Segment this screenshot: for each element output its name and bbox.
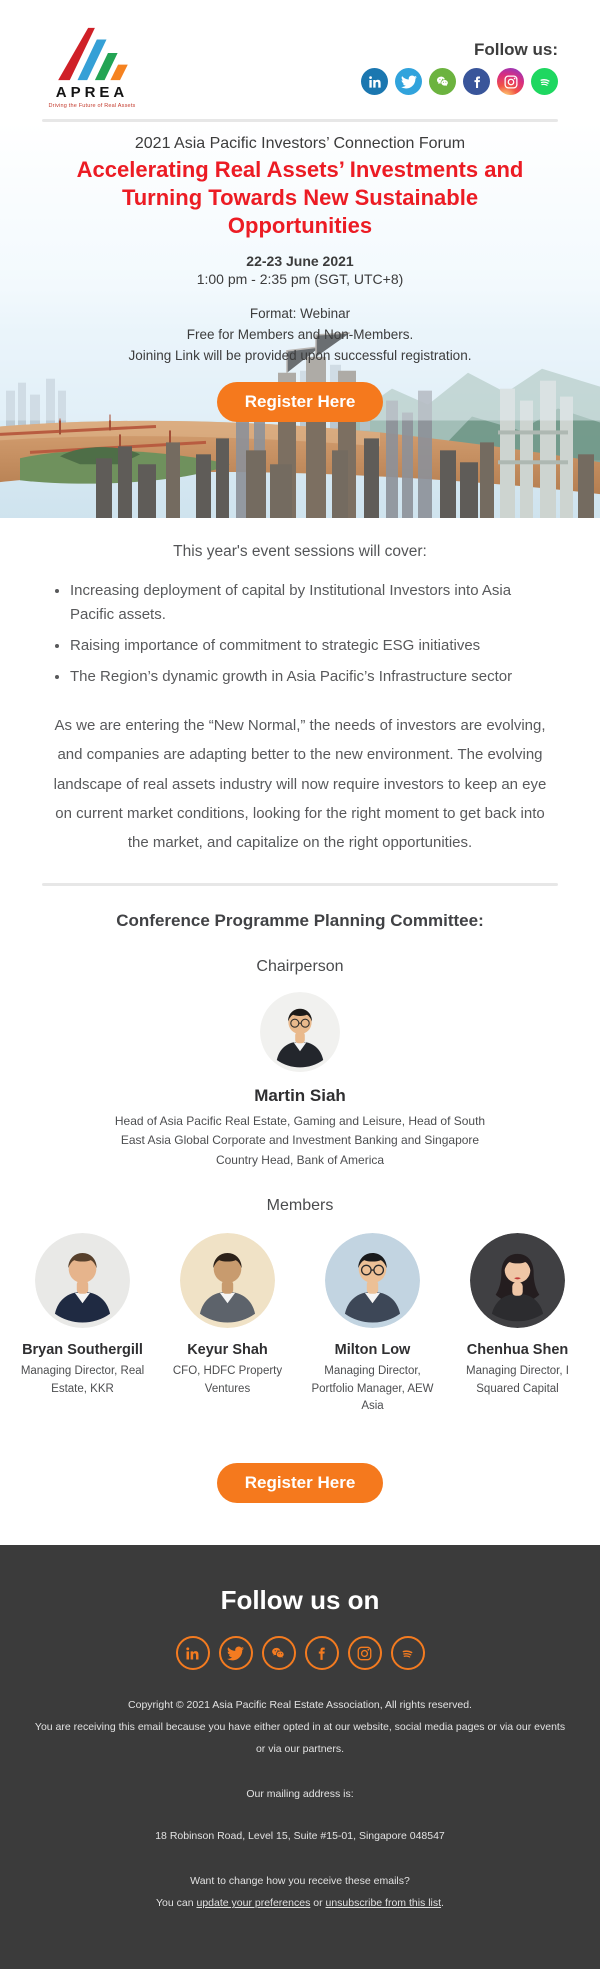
- footer-social-row: [30, 1636, 570, 1670]
- instagram-icon[interactable]: [497, 68, 524, 95]
- change-question: Want to change how you receive these emails?: [190, 1875, 410, 1888]
- member-card: [305, 1233, 440, 1416]
- header: [0, 0, 600, 119]
- twitter-icon[interactable]: [395, 68, 422, 95]
- committee-heading: Conference Programme Planning Committee:: [116, 911, 484, 931]
- session-bullet: • Increasing deployment of capital by Institutional Investors into Asia Pacific assets.: [70, 579, 548, 627]
- aprea-logo: [44, 24, 140, 109]
- facebook-icon[interactable]: [305, 1636, 339, 1670]
- member-card: [15, 1233, 150, 1416]
- members-row: [10, 1233, 590, 1416]
- aprea-logo-mark: [48, 24, 136, 82]
- change-end-text: .: [441, 1897, 444, 1910]
- member-title: Managing Director, Portfolio Manager, AEW Asia: [311, 1364, 434, 1413]
- member-name: Chenhua Shen: [466, 1341, 569, 1358]
- format-line: Format: Webinar: [249, 305, 351, 321]
- register-button-bottom[interactable]: Register Here: [217, 1463, 384, 1503]
- joining-line: Joining Link will be provided upon successful registration.: [128, 347, 472, 363]
- update-preferences-link[interactable]: update your preferences: [196, 1897, 311, 1910]
- lead-paragraph: As we are entering the “New Normal,” the needs of investors are evolving, and companies are adapting better to the new environment. The evolving landscape of real assets industry will now require investors to keep an eye on current market conditions, looking for the right moment to get back into the market, and capitalize on the right opportunities.: [53, 717, 547, 851]
- section-divider: [42, 883, 558, 886]
- member-name: Keyur Shah: [187, 1341, 268, 1358]
- register-button-top[interactable]: Register Here: [217, 382, 384, 422]
- header-follow-block: [361, 40, 558, 95]
- facebook-icon[interactable]: [463, 68, 490, 95]
- receiving-text: You are receiving this email because you have either opted in at our website, social media pages or via our events or via our partners.: [34, 1721, 566, 1756]
- member-photo: [470, 1233, 565, 1328]
- sessions-intro: This year's event sessions will cover:: [173, 543, 427, 560]
- brand-name: APREA: [55, 84, 129, 101]
- event-format-block: [0, 304, 600, 367]
- brand-tagline: Driving the Future of Real Assets: [48, 103, 136, 109]
- member-photo: [35, 1233, 130, 1328]
- linkedin-icon[interactable]: [176, 1636, 210, 1670]
- member-card: [160, 1233, 295, 1416]
- event-name: 2021 Asia Pacific Investors’ Connection Forum: [134, 135, 466, 152]
- member-name: Milton Low: [334, 1341, 411, 1358]
- member-title: CFO, HDFC Property Ventures: [172, 1364, 283, 1395]
- chairperson-name: Martin Siah: [254, 1086, 346, 1106]
- chairperson-label: Chairperson: [256, 958, 344, 976]
- free-line: Free for Members and Non-Members.: [186, 326, 414, 342]
- chairperson-photo: [260, 992, 340, 1072]
- wechat-icon[interactable]: [429, 68, 456, 95]
- hero-section: [0, 122, 600, 518]
- register-bottom-wrap: [0, 1448, 600, 1545]
- header-social-row: [361, 68, 558, 95]
- wechat-icon[interactable]: [262, 1636, 296, 1670]
- change-emails-block: [30, 1870, 570, 1914]
- twitter-icon[interactable]: [219, 1636, 253, 1670]
- change-pre-text: You can: [156, 1897, 197, 1910]
- member-photo: [325, 1233, 420, 1328]
- session-bullet: • Raising importance of commitment to strategic ESG initiatives: [70, 634, 548, 658]
- hero-content: [0, 122, 600, 422]
- member-photo: [180, 1233, 275, 1328]
- session-bullet: • The Region’s dynamic growth in Asia Pacific’s Infrastructure sector: [70, 665, 548, 689]
- mailing-address-label: Our mailing address is:: [246, 1788, 354, 1801]
- change-line: [30, 1892, 570, 1914]
- spotify-icon[interactable]: [531, 68, 558, 95]
- chairperson-title: Head of Asia Pacific Real Estate, Gaming and Leisure, Head of South East Asia Global Corporate and Investment Banking and Singapore Country Head, Bank of America: [114, 1114, 486, 1167]
- sessions-list: [52, 579, 548, 689]
- change-mid-text: or: [310, 1897, 326, 1910]
- linkedin-icon[interactable]: [361, 68, 388, 95]
- member-name: Bryan Southergill: [22, 1341, 143, 1358]
- mailing-address: 18 Robinson Road, Level 15, Suite #15-01, Singapore 048547: [155, 1830, 445, 1843]
- member-card: [450, 1233, 585, 1416]
- sessions-section: [0, 518, 600, 857]
- event-date: 22-23 June 2021: [246, 252, 354, 269]
- members-label: Members: [266, 1196, 334, 1214]
- unsubscribe-link[interactable]: unsubscribe from this list: [325, 1897, 442, 1910]
- instagram-icon[interactable]: [348, 1636, 382, 1670]
- copyright-text: Copyright © 2021 Asia Pacific Real Estate Association, All rights reserved.: [128, 1699, 472, 1712]
- event-title: Accelerating Real Assets’ Investments and Turning Towards New Sustainable Opportunities: [76, 157, 524, 238]
- footer-follow-heading: Follow us on: [220, 1585, 380, 1616]
- member-title: Managing Director, Real Estate, KKR: [20, 1364, 145, 1395]
- committee-section: [0, 911, 600, 1545]
- member-title: Managing Director, I Squared Capital: [466, 1364, 569, 1395]
- follow-us-label: Follow us:: [473, 40, 558, 59]
- spotify-icon[interactable]: [391, 1636, 425, 1670]
- footer: [0, 1545, 600, 1969]
- event-time: 1:00 pm - 2:35 pm (SGT, UTC+8): [196, 270, 404, 287]
